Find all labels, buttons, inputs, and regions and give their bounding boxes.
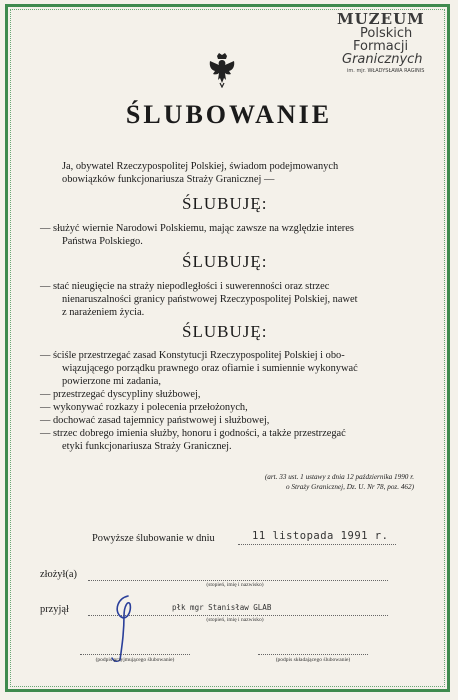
stamp-line-3: Formacji: [353, 39, 409, 54]
stamp-line-2: Polskich: [360, 26, 413, 41]
date-dotted-line: [238, 544, 396, 545]
eagle-emblem-icon: [207, 52, 237, 88]
signature-line-right: [258, 654, 368, 655]
section3-line-6: — dochować zasad tajemnicy państwowej i służbowej,: [40, 415, 270, 426]
section3-line-5: — wykonywać rozkazy i polecenia przełożonych,: [40, 402, 248, 413]
zlozyl-dotted-line: [88, 580, 388, 581]
section3-line-4: — przestrzegać dyscypliny służbowej,: [40, 389, 201, 400]
section3-line-8: etyki funkcjonariusza Straży Granicznej.: [62, 441, 232, 452]
section3-line-1: — ściśle przestrzegać zasad Konstytucji Rzeczypospolitej Polskiej i obo-: [40, 350, 345, 361]
oath-heading-1: ŚLUBUJĘ:: [182, 194, 268, 213]
stamp-line-5: im. mjr. WŁADYSŁAWA RAGINIS: [347, 68, 425, 74]
section3-line-2: wiązującego porządku prawnego oraz ofiarnie i sumiennie wykonywać: [62, 363, 358, 374]
intro-line-1: Ja, obywatel Rzeczypospolitej Polskiej, świadom podejmowanych: [62, 161, 339, 172]
date-label: Powyższe ślubowanie w dniu: [92, 533, 215, 544]
section2-line-2: nienaruszalności granicy państwowej Rzeczypospolitej Polskiej, nawet: [62, 294, 358, 305]
przyjal-caption: (stopień, imię i nazwisko): [206, 617, 264, 623]
stamp-line-4: Granicznych: [342, 52, 423, 67]
signature-caption-right: (podpis składającego ślubowanie): [275, 657, 351, 663]
section3-line-3: powierzone mi zadania,: [62, 376, 161, 387]
section2-line-3: z narażeniem życia.: [62, 307, 145, 318]
signature-line-left: [80, 654, 190, 655]
zlozyl-label: złożył(a): [40, 569, 77, 580]
section3-line-7: — strzec dobrego imienia służby, honoru i godności, a także przestrzegać: [40, 428, 346, 439]
oath-heading-2: ŚLUBUJĘ:: [182, 252, 268, 271]
signature-caption-left: (podpis przyjmującego ślubowanie): [95, 657, 175, 663]
oath-heading-3: ŚLUBUJĘ:: [182, 322, 268, 341]
section1-line-2: Państwa Polskiego.: [62, 236, 143, 247]
przyjal-label: przyjął: [40, 604, 69, 615]
legal-reference-1: (art. 33 ust. 1 ustawy z dnia 12 października 1990 r.: [264, 473, 414, 481]
document-title: ŚLUBOWANIE: [125, 100, 333, 129]
section2-line-1: — stać nieugięcie na straży niepodległości i suwerenności oraz strzec: [40, 281, 330, 292]
przyjal-value: płk mgr Stanisław GLAB: [172, 603, 272, 612]
intro-line-2: obowiązków funkcjonariusza Straży Granicznej —: [62, 174, 275, 185]
legal-reference-2: o Straży Granicznej, Dz. U. Nr 78, poz. 462): [286, 483, 414, 491]
zlozyl-caption: (stopień, imię i nazwisko): [206, 582, 264, 588]
date-value: 11 listopada 1991 r.: [252, 530, 389, 542]
stamp-line-1: MUZEUM: [337, 10, 425, 28]
museum-stamp: [337, 12, 447, 74]
section1-line-1: — służyć wiernie Narodowi Polskiemu, mając zawsze na względzie interes: [40, 223, 354, 234]
